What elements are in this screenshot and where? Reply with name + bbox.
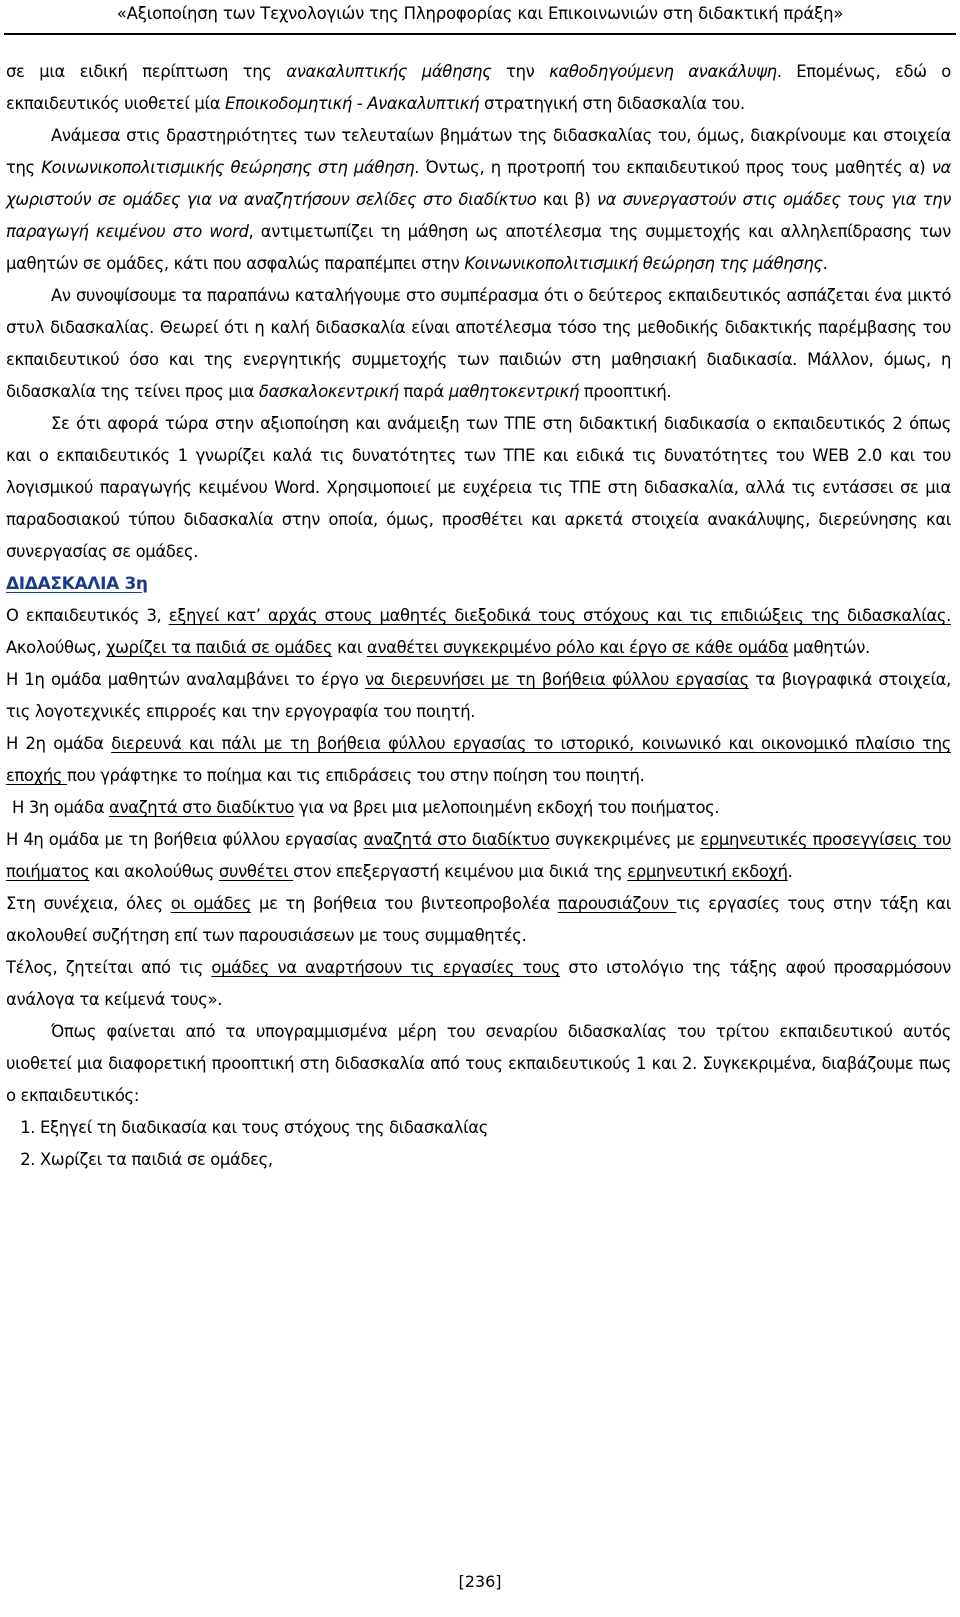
section-heading: ΔΙΔΑΣΚΑΛΙΑ 3η [6, 574, 148, 594]
paragraph: Η 3η ομάδα αναζητά στο διαδίκτυο για να βρει μια μελοποιημένη εκδοχή του ποιήματος. [12, 798, 720, 817]
body-text [6, 56, 951, 1176]
paragraph: σε μια ειδική περίπτωση της ανακαλυπτικής μάθησης την καθοδηγούμενη ανακάλυψη. Επομένως, εδώ ο εκπαιδευτικός υιοθετεί μία Εποικοδομητική - Ανακαλυπτική στρατηγική στη διδασκαλία του. [6, 62, 951, 113]
paragraph: Αν συνοψίσουμε τα παραπάνω καταλήγουμε στο συμπέρασμα ότι ο δεύτερος εκπαιδευτικός ασπάζεται ένα μικτό στυλ διδασκαλίας. Θεωρεί ότι η καλή διδασκαλία είναι αποτέλεσμα τόσο της μεθοδικής διδακτικής παρέμβασης του εκπαιδευτικού όσο και της ενεργητικής συμμετοχής των παιδιών στη μαθησιακή διαδικασία. Μάλλον, όμως, η διδασκαλία της τείνει προς μια δασκαλοκεντρική παρά μαθητοκεντρική προοπτική. [6, 286, 951, 401]
list-item: 1. Εξηγεί τη διαδικασία και τους στόχους της διδασκαλίας [40, 1112, 951, 1144]
numbered-list [6, 1112, 951, 1176]
header-divider [4, 33, 956, 35]
running-header: «Αξιοποίηση των Τεχνολογιών της Πληροφορίας και Επικοινωνιών στη διδακτική πράξη» [116, 4, 844, 23]
paragraph: Τέλος, ζητείται από τις ομάδες να αναρτήσουν τις εργασίες τους στο ιστολόγιο της τάξης αφού προσαρμόσουν ανάλογα τα κείμενά τους». [6, 958, 951, 1009]
paragraph: Η 2η ομάδα διερευνά και πάλι με τη βοήθεια φύλλου εργασίας το ιστορικό, κοινωνικό και οικονομικό πλαίσιο της εποχής που γράφτηκε το ποίημα και τις επιδράσεις του στην ποίηση του ποιητή. [6, 734, 952, 785]
list-item: 2. Χωρίζει τα παιδιά σε ομάδες, [40, 1144, 951, 1176]
paragraph: Όπως φαίνεται από τα υπογραμμισμένα μέρη του σεναρίου διδασκαλίας του τρίτου εκπαιδευτικού αυτός υιοθετεί μια διαφορετική προοπτική στη διδασκαλία από τους εκπαιδευτικούς 1 και 2. Συγκεκριμένα, διαβάζουμε πως ο εκπαιδευτικός: [6, 1022, 951, 1105]
paragraph: Η 1η ομάδα μαθητών αναλαμβάνει το έργο να διερευνήσει με τη βοήθεια φύλλου εργασίας τα βιογραφικά στοιχεία, τις λογοτεχνικές επιρροές και την εργογραφία του ποιητή. [6, 670, 951, 721]
page-number: [236] [458, 1572, 502, 1591]
paragraph: Ο εκπαιδευτικός 3, εξηγεί κατ’ αρχάς στους μαθητές διεξοδικά τους στόχους και τις επιδιώξεις της διδασκαλίας. Ακολούθως, χωρίζει τα παιδιά σε ομάδες και αναθέτει συγκεκριμένο ρόλο και έργο σε κάθε ομάδα μαθητών. [6, 606, 951, 657]
paragraph: Ανάμεσα στις δραστηριότητες των τελευταίων βημάτων της διδασκαλίας του, όμως, διακρίνουμε και στοιχεία της Κοινωνικοπολιτισμικής θεώρησης στη μάθηση. Όντως, η προτροπή του εκπαιδευτικού προς τους μαθητές α) να χωριστούν σε ομάδες για να αναζητήσουν σελίδες στο διαδίκτυο και β) να συνεργαστούν στις ομάδες τους για την παραγωγή κειμένου στο word, αντιμετωπίζει τη μάθηση ως αποτέλεσμα της συμμετοχής και αλληλεπίδρασης των μαθητών σε ομάδες, κάτι που ασφαλώς παραπέμπει στην Κοινωνικοπολιτισμική θεώρηση της μάθησης. [6, 126, 951, 273]
paragraph: Στη συνέχεια, όλες οι ομάδες με τη βοήθεια του βιντεοπροβολέα παρουσιάζουν τις εργασίες τους στην τάξη και ακολουθεί συζήτηση επί των παρουσιάσεων με τους συμμαθητές. [6, 894, 951, 945]
paragraph: Η 4η ομάδα με τη βοήθεια φύλλου εργασίας αναζητά στο διαδίκτυο συγκεκριμένες με ερμηνευτικές προσεγγίσεις του ποιήματος και ακολούθως συνθέτει στον επεξεργαστή κειμένου μια δικιά της ερμηνευτική εκδοχή. [6, 830, 952, 881]
paragraph: Σε ότι αφορά τώρα στην αξιοποίηση και ανάμειξη των ΤΠΕ στη διδακτική διαδικασία ο εκπαιδευτικός 2 όπως και ο εκπαιδευτικός 1 γνωρίζει καλά τις δυνατότητες των ΤΠΕ και ειδικά τις δυνατότητες του WEB 2.0 και του λογισμικού παραγωγής κειμένου Word. Χρησιμοποιεί με ευχέρεια τις ΤΠΕ στη διδασκαλία, αλλά τις εντάσσει σε μια παραδοσιακού τύπου διδασκαλία στην οποία, όμως, προσθέτει και αρκετά στοιχεία ανακάλυψης, διερεύνησης και συνεργασίας σε ομάδες. [6, 414, 951, 561]
